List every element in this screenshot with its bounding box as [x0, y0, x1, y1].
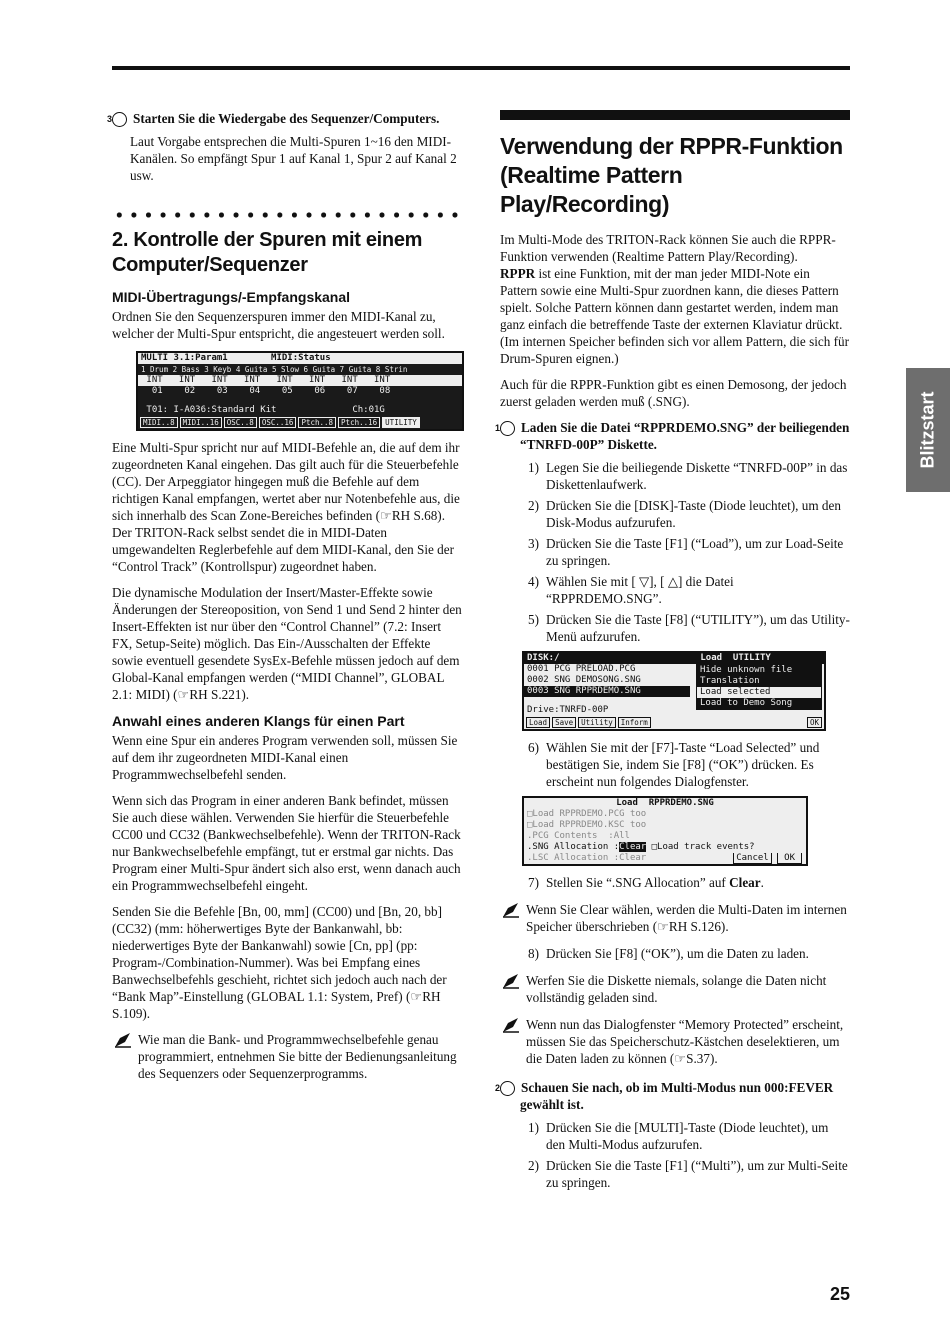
lcd-title: MULTI 3.1:Param1 MIDI:Status	[138, 353, 462, 364]
dialog-title: Load RPPRDEMO.SNG	[616, 798, 714, 808]
lcd-title: DISK:/ Load UTILITY	[524, 653, 824, 664]
pencil-note-icon	[502, 902, 520, 918]
step-1-heading: 1 Laden Sie die Datei “RPPRDEMO.SNG” der beiliegenden “TNRFD-00P” Diskette.	[494, 420, 850, 452]
paragraph: Die dynamische Modulation der Insert/Master-Effekte sowie Änderungen der Stereoposition, von Send 1 und Send 2 hinter den Insert-Effekten ist nur über den “Control Channel” (7.2: Insert FX, Setup-Seite) möglich. Das Ein-/Ausschalten der Effekte sowie eventuell gesendete SysEx-Befehle müssen jedoch auf dem Global-Kanal empfangen werden (“MIDI Channel”, GLOBAL 2.1: MIDI) (☞RH S.221).	[112, 585, 462, 702]
subheading-select-sound: Anwahl eines anderen Klangs für einen Part	[112, 713, 405, 729]
lcd-utility-menu	[696, 664, 822, 710]
pencil-note-icon	[114, 1032, 132, 1048]
side-tab-label: Blitzstart	[917, 391, 938, 469]
dialog-row: □Load RPPRDEMO.PCG too	[527, 809, 647, 819]
lcd-file-row: 0001 PCG PRELOAD.PCG	[527, 664, 636, 674]
list-item: 6) Wählen Sie mit der [F7]-Taste “Load Selected” und bestätigen Sie, indem Sie [F8] (“OK”) drücken. Es erscheint nun folgendes Dialogfenster.	[528, 740, 820, 789]
note: Wenn Sie Clear wählen, werden die Multi-Daten im internen Speicher überschrieben (☞RH S.126).	[500, 901, 850, 935]
list-item: 2) Drücken Sie die Taste [F1] (“Multi”), um zur Multi-Seite zu springen.	[528, 1158, 848, 1190]
list-item: 5) Drücken Sie die Taste [F8] (“UTILITY”), um das Utility-Menü aufzurufen.	[528, 612, 850, 644]
left-column	[106, 110, 462, 1092]
lcd-tab: MIDI..8	[140, 417, 178, 428]
lcd-track-names: 1 Drum 2 Bass 3 Keyb 4 Guita 5 Slow 6 Guita 7 Guita 8 Strin	[141, 365, 408, 374]
lcd-load-dialog	[522, 796, 808, 866]
list-item: 1) Legen Sie die beiliegende Diskette “TNRFD-00P” in das Diskettenlaufwerk.	[528, 460, 848, 492]
paragraph: Wenn sich das Program in einer anderen Bank befindet, müssen Sie auch diese wählen. Verwenden Sie hierfür die Steuerbefehle CC00 und CC32 (Bankwechselbefehle). Wenn der TRITON-Rack nur Bankwechselbefehle empfängt, tut er erstmal gar nichts. Das Program einer Multi-Spur ändert sich also erst, wenn danach auch ein Programmwechselbefehl eingeht.	[112, 793, 461, 893]
step-3-heading: 3 Starten Sie die Wiedergabe des Sequenzer/Computers.	[106, 111, 440, 126]
subheading-midi-channel: MIDI-Übertragungs/-Empfangskanal	[112, 289, 351, 305]
note: Wie man die Bank- und Programmwechselbefehle genau programmiert, entnehmen Sie bitte der Bedienungsanleitung des Sequenzers oder Sequenzerprogramms.	[112, 1031, 462, 1082]
pencil-note-icon	[502, 1017, 520, 1033]
lcd-file-row: 0002 SNG DEMOSONG.SNG	[527, 675, 641, 685]
right-column	[494, 110, 850, 1195]
lcd-tab: OSC..8	[224, 417, 257, 428]
menu-item: Load to Demo Song	[700, 698, 793, 708]
lcd-channel-row: 01 02 03 04 05 06 07 08	[141, 386, 391, 396]
lcd-tab: OSC..16	[259, 417, 297, 428]
cancel-button: Cancel	[733, 853, 772, 864]
step-number: 3	[112, 112, 127, 127]
list-item: 8) Drücken Sie [F8] (“OK”), um die Daten zu laden.	[528, 946, 809, 961]
menu-item: Translation	[700, 676, 760, 686]
lcd-tab-utility: UTILITY	[382, 417, 420, 428]
lcd-ok-button: OK	[807, 717, 822, 728]
step-3-body: Laut Vorgabe entsprechen die Multi-Spuren 1~16 den MIDI-Kanälen. So empfängt Spur 1 auf Kanal 1, Spur 2 auf Kanal 2 usw.	[130, 134, 457, 183]
menu-item: Hide unknown file	[700, 665, 793, 675]
step-number: 1	[500, 421, 515, 436]
dialog-row: .LSC Allocation :Clear Cancel OK	[524, 853, 806, 864]
lcd-disk-load-screen	[522, 651, 826, 731]
paragraph: Wenn eine Spur ein anderes Program verwenden soll, müssen Sie auf dem ihr zugeordneten MIDI-Kanal einen Programmwechselbefehl senden.	[112, 733, 458, 782]
lcd-multi-param-screen	[136, 351, 464, 431]
paragraph: Der TRITON-Rack selbst sendet die in MIDI-Daten umgewandelten Reglerbefehle auf dem MIDI-Kanal, den Sie der “Control Track” (Kontrollspur) zugeordnet haben.	[112, 525, 455, 574]
heading-bar	[500, 110, 850, 120]
list-item: 4) Wählen Sie mit [ ▽], [ △] die Datei “RPPRDEMO.SNG”.	[528, 574, 734, 606]
dialog-row: .PCG Contents :All	[527, 831, 630, 841]
page-number: 25	[829, 1284, 850, 1304]
lcd-tabs	[138, 416, 462, 429]
list-item: 1) Drücken Sie die [MULTI]-Taste (Diode leuchtet), um den Multi-Modus aufzurufen.	[528, 1120, 829, 1152]
lcd-spacer	[138, 397, 462, 405]
paragraph: Senden Sie die Befehle [Bn, 00, mm] (CC00) und [Bn, 20, bb] (CC32) (mm: höherwertiges Byte der Bankanwahl, bb: niederwertiges Byte der Bankanwahl) sowie [Cn, pp] (pp: Program-/Combination-Nummer). Was bei Empfang eines Banwechselbefehls geschieht, richtet sich jedoch auch nach der “Bank Map”-Einstellung (GLOBAL 1.1: System, Pref) (☞RH S.109).	[112, 904, 447, 1021]
list-item: 7) Stellen Sie “.SNG Allocation” auf Clear.	[528, 875, 764, 890]
lcd-program-row: T01: I-A036:Standard Kit Ch:01G	[141, 405, 385, 415]
dialog-row: □Load RPPRDEMO.KSC too	[527, 820, 647, 830]
lcd-tab: Inform	[618, 717, 651, 728]
ordered-list	[500, 739, 850, 790]
lcd-tab: Utility	[578, 717, 616, 728]
list-item: 2) Drücken Sie die [DISK]-Taste (Diode leuchtet), um den Disk-Modus aufzurufen.	[528, 498, 841, 530]
step-2-heading: 2 Schauen Sie nach, ob im Multi-Modus nun 000:FEVER gewählt ist.	[494, 1080, 834, 1112]
paragraph: Ordnen Sie den Sequenzerspuren immer den MIDI-Kanal zu, welcher der Multi-Spur entspricht, die angesteuert werden soll.	[112, 309, 445, 341]
section-side-tab	[906, 368, 950, 492]
paragraph: RPPR ist eine Funktion, mit der man jeder MIDI-Note ein Pattern sowie eine Multi-Spur zuordnen kann, die dieses Pattern spielt. Solche Pattern können dann gestartet werden, indem man ganz einfach die betreffende Taste der externen Klaviatur drückt. (Im internen Speicher befinden sich vor allem Pattern, die sich für Drum-Spuren eignen.)	[500, 266, 849, 366]
section-heading-rppr: Verwendung der RPPR-Funktion (Realtime Pattern Play/Recording)	[500, 133, 843, 217]
list-item: 3) Drücken Sie die Taste [F1] (“Load”), um zur Load-Seite zu springen.	[528, 536, 844, 568]
note: Wenn nun das Dialogfenster “Memory Protected” erscheint, müssen Sie das Speicherschutz-Kästchen deselektieren, um die Daten laden zu können (☞S.37).	[500, 1016, 850, 1067]
lcd-tab: Ptch..16	[338, 417, 380, 428]
ordered-list	[500, 1119, 850, 1191]
lcd-tabs	[524, 716, 824, 729]
top-rule	[112, 66, 850, 70]
dialog-row-sng-allocation: .SNG Allocation :Clear □Load track events?	[527, 842, 755, 852]
section-heading: 2. Kontrolle der Spuren mit einem Computer/Sequenzer	[112, 229, 423, 276]
ordered-list	[500, 945, 850, 962]
menu-item-selected: Load selected	[697, 687, 821, 698]
lcd-drive: Drive:TNRFD-00P	[527, 705, 609, 715]
lcd-tab: MIDI..16	[180, 417, 222, 428]
ordered-list	[500, 874, 850, 891]
ok-button: OK	[777, 853, 802, 864]
lcd-file-row-selected: 0003 SNG RPPRDEMO.SNG	[524, 686, 690, 697]
ordered-list	[500, 459, 850, 645]
lcd-tab: Ptch..8	[298, 417, 336, 428]
paragraph: Auch für die RPPR-Funktion gibt es einen Demosong, der jedoch zuerst geladen werden muß (.SNG).	[500, 377, 847, 409]
lcd-int-row: INT INT INT INT INT INT INT INT	[138, 375, 462, 386]
lcd-tab-load: Load	[526, 717, 550, 728]
step-number: 2	[500, 1081, 515, 1096]
lcd-tab: Save	[552, 717, 576, 728]
dotted-divider	[112, 210, 462, 220]
pencil-note-icon	[502, 973, 520, 989]
paragraph: Im Multi-Mode des TRITON-Rack können Sie auch die RPPR-Funktion verwenden (Realtime Pattern Play/Recording).	[500, 232, 836, 264]
paragraph: Eine Multi-Spur spricht nur auf MIDI-Befehle an, die auf dem ihr zugeordneten Kanal eingehen. Das gilt auch für die Steuerbefehle (CC). Der Arpeggiator hingegen muß die Befehle auf dem richtigen Kanal empfangen, wertet aber nur Notenbefehle aus, die sich innerhalb des Scan Zone-Bereiches befinden (☞RH S.68).	[112, 440, 460, 523]
note: Werfen Sie die Diskette niemals, solange die Daten nicht vollständig geladen sind.	[500, 972, 850, 1006]
